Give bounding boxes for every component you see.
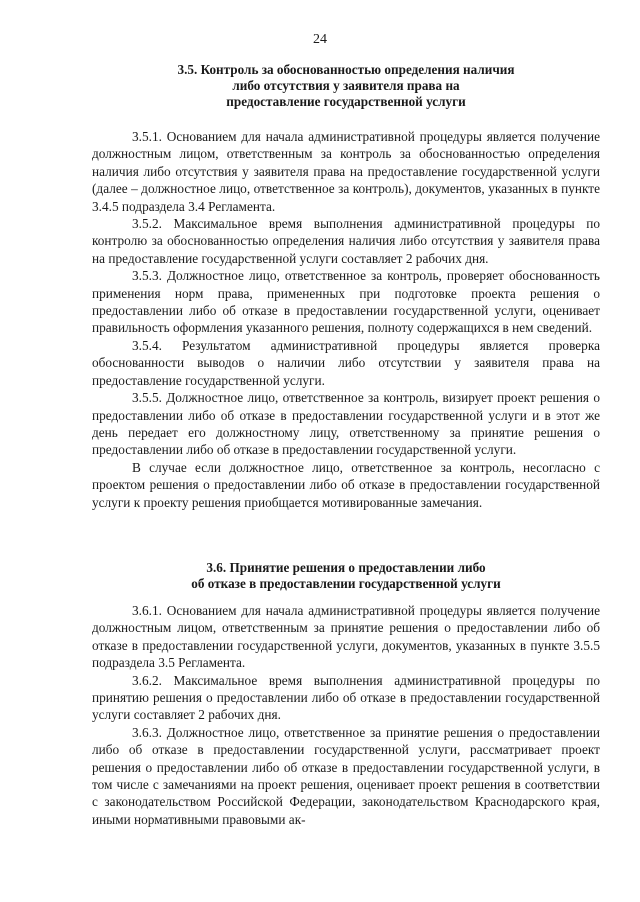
page-number: 24 <box>313 32 327 47</box>
paragraph-3-5-2: 3.5.2. Максимальное время выполнения административной процедуры по контролю за обоснованностью определения наличия либо отсутствия у заявителя права на предоставление государственной услуги составляет 2 рабочих дня. <box>92 216 600 266</box>
section-3-5-heading <box>92 62 600 110</box>
paragraph-3-6-2: 3.6.2. Максимальное время выполнения административной процедуры по принятию решения о предоставлении либо об отказе в предоставлении государственной услуги составляет 2 рабочих дня. <box>92 672 600 723</box>
paragraph-3-6-1: 3.6.1. Основанием для начала административной процедуры является получение должностным лицом, ответственным за принятие решения о предоставлении либо об отказе в предоставлении государственной услуги, документов, указанных в пункте 3.5.5 подраздела 3.5 Регламента. <box>92 603 600 671</box>
paragraph-3-5-5-note: В случае если должностное лицо, ответственное за контроль, несогласно с проектом решения о предоставлении либо об отказе в предоставлении государственной услуги к проекту решения приобщается мотивированные замечания. <box>92 459 600 510</box>
section-3-5-body <box>92 128 600 511</box>
heading-line: предоставление государственной услуги <box>226 94 466 109</box>
section-3-6-heading <box>92 560 600 592</box>
paragraph-3-6-3: 3.6.3. Должностное лицо, ответственное за принятие решения о предоставлении либо об отказе в предоставлении государственной услуги, рассматривает проект решения о предоставлении либо об отказе в предоставлении государственной услуги, в том числе с замечаниями на проект решения, оценивает проект решения в соответствии с законодательством Российской Федерации, законодательством Краснодарского края, иными нормативными правовыми ак- <box>92 724 600 827</box>
heading-line: об отказе в предоставлении государственной услуги <box>191 576 501 591</box>
heading-line: 3.5. Контроль за обоснованностью определения наличия <box>177 62 515 77</box>
paragraph-3-5-3: 3.5.3. Должностное лицо, ответственное за контроль, проверяет обоснованность применения норм права, примененных при подготовке проекта решения о предоставлении либо об отказе в предоставлении государственной услуги, оценивает правильность оформления указанного решения, полноту содержащихся в нем сведений. <box>92 268 600 336</box>
paragraph-3-5-5: 3.5.5. Должностное лицо, ответственное за контроль, визирует проект решения о предоставлении либо об отказе в предоставлении государственной услуги и в этот же день передает его должностному лицу, ответственному за принятие решения о предоставлении либо об отказе в предоставлении государственной услуги. <box>92 390 600 458</box>
paragraph-3-5-1: 3.5.1. Основанием для начала административной процедуры является получение должностным лицом, ответственным за контроль за обоснованностью определения наличия либо отсутствия у заявителя права на предоставление государственной услуги (далее – должностное лицо, ответственное за контроль), документов, указанных в пункте 3.4.5 подраздела 3.4 Регламента. <box>92 129 600 214</box>
paragraph-3-5-4: 3.5.4. Результатом административной процедуры является проверка обоснованности выводов о наличии либо отсутствии у заявителя права на предоставление государственной услуги. <box>92 337 600 388</box>
heading-line: либо отсутствия у заявителя права на <box>232 78 460 93</box>
section-3-6-body <box>92 602 600 828</box>
heading-line: 3.6. Принятие решения о предоставлении либо <box>206 560 486 575</box>
